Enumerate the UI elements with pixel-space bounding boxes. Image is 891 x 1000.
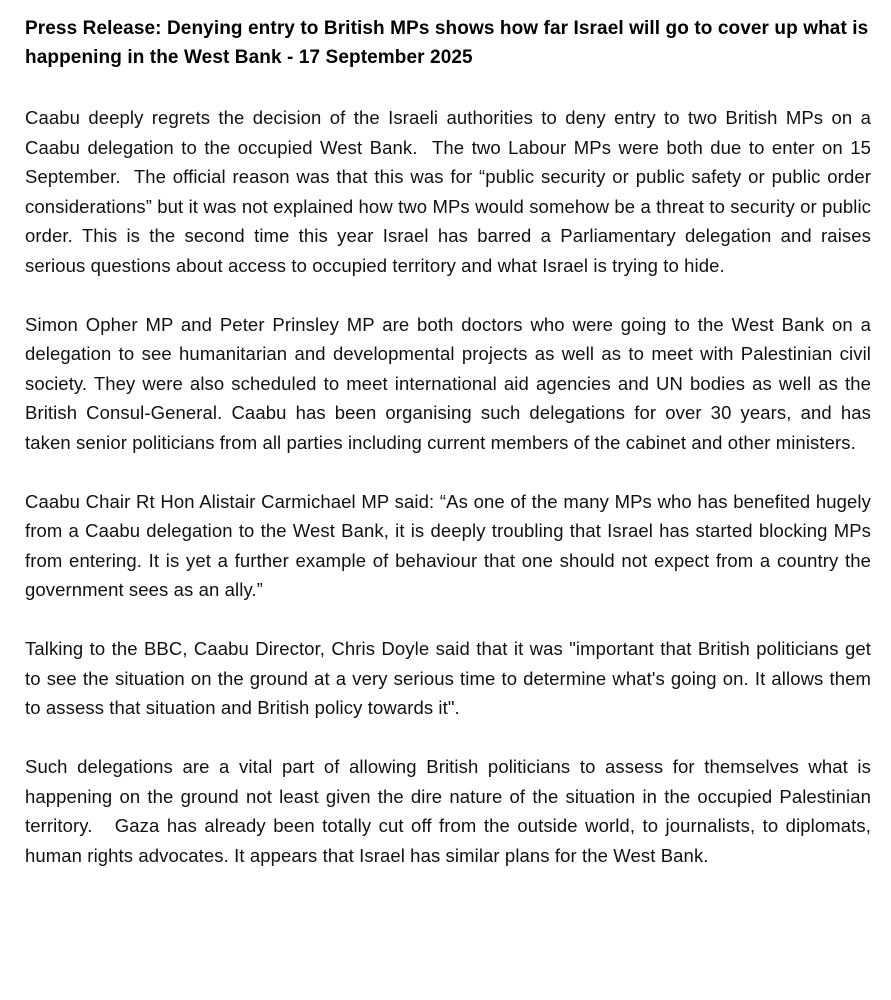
document-title: Press Release: Denying entry to British MPs shows how far Israel will go to cover up what is happening in the West Bank - 17 September 2025	[25, 18, 869, 68]
paragraph-delegation-details: Simon Opher MP and Peter Prinsley MP are both doctors who were going to the West Bank on a delegation to see humanitarian and developmental projects as well as to meet with Palestinian civil society. They were also scheduled to meet international aid agencies and UN bodies as well as the British Consul-General. Caabu has been organising such delegations for over 30 years, and has taken senior politicians from all parties including current members of the cabinet and other ministers.	[25, 313, 877, 453]
paragraph-chair-quote: Caabu Chair Rt Hon Alistair Carmichael MP said: “As one of the many MPs who has benefited hugely from a Caabu delegation to the West Bank, it is deeply troubling that Israel has started blocking MPs from entering. It is yet a further example of behaviour that one should not expect from a country the government sees as an ally.”	[25, 490, 877, 600]
paragraph-conclusion: Such delegations are a vital part of allowing British politicians to assess for themselves what is happening on the ground not least given the dire nature of the situation in the occupied Palestinian territory. Gaza has already been totally cut off from the outside world, to journalists, to diplomats, human rights advocates. It appears that Israel has similar plans for the West Bank.	[25, 756, 877, 866]
paragraph-director-quote: Talking to the BBC, Caabu Director, Chris Doyle said that it was "important that British politicians get to see the situation on the ground at a very serious time to determine what's going on. It allows them to assess that situation and British policy towards it".	[25, 638, 877, 718]
paragraph-intro: Caabu deeply regrets the decision of the Israeli authorities to deny entry to two British MPs on a Caabu delegation to the occupied West Bank. The two Labour MPs were both due to enter on 15 September. The official reason was that this was for “public security or public safety or public order considerations” but it was not explained how two MPs would somehow be a threat to security or public order. This is the second time this year Israel has barred a Parliamentary delegation and raises serious questions about access to occupied territory and what Israel is trying to hide.	[25, 107, 877, 276]
